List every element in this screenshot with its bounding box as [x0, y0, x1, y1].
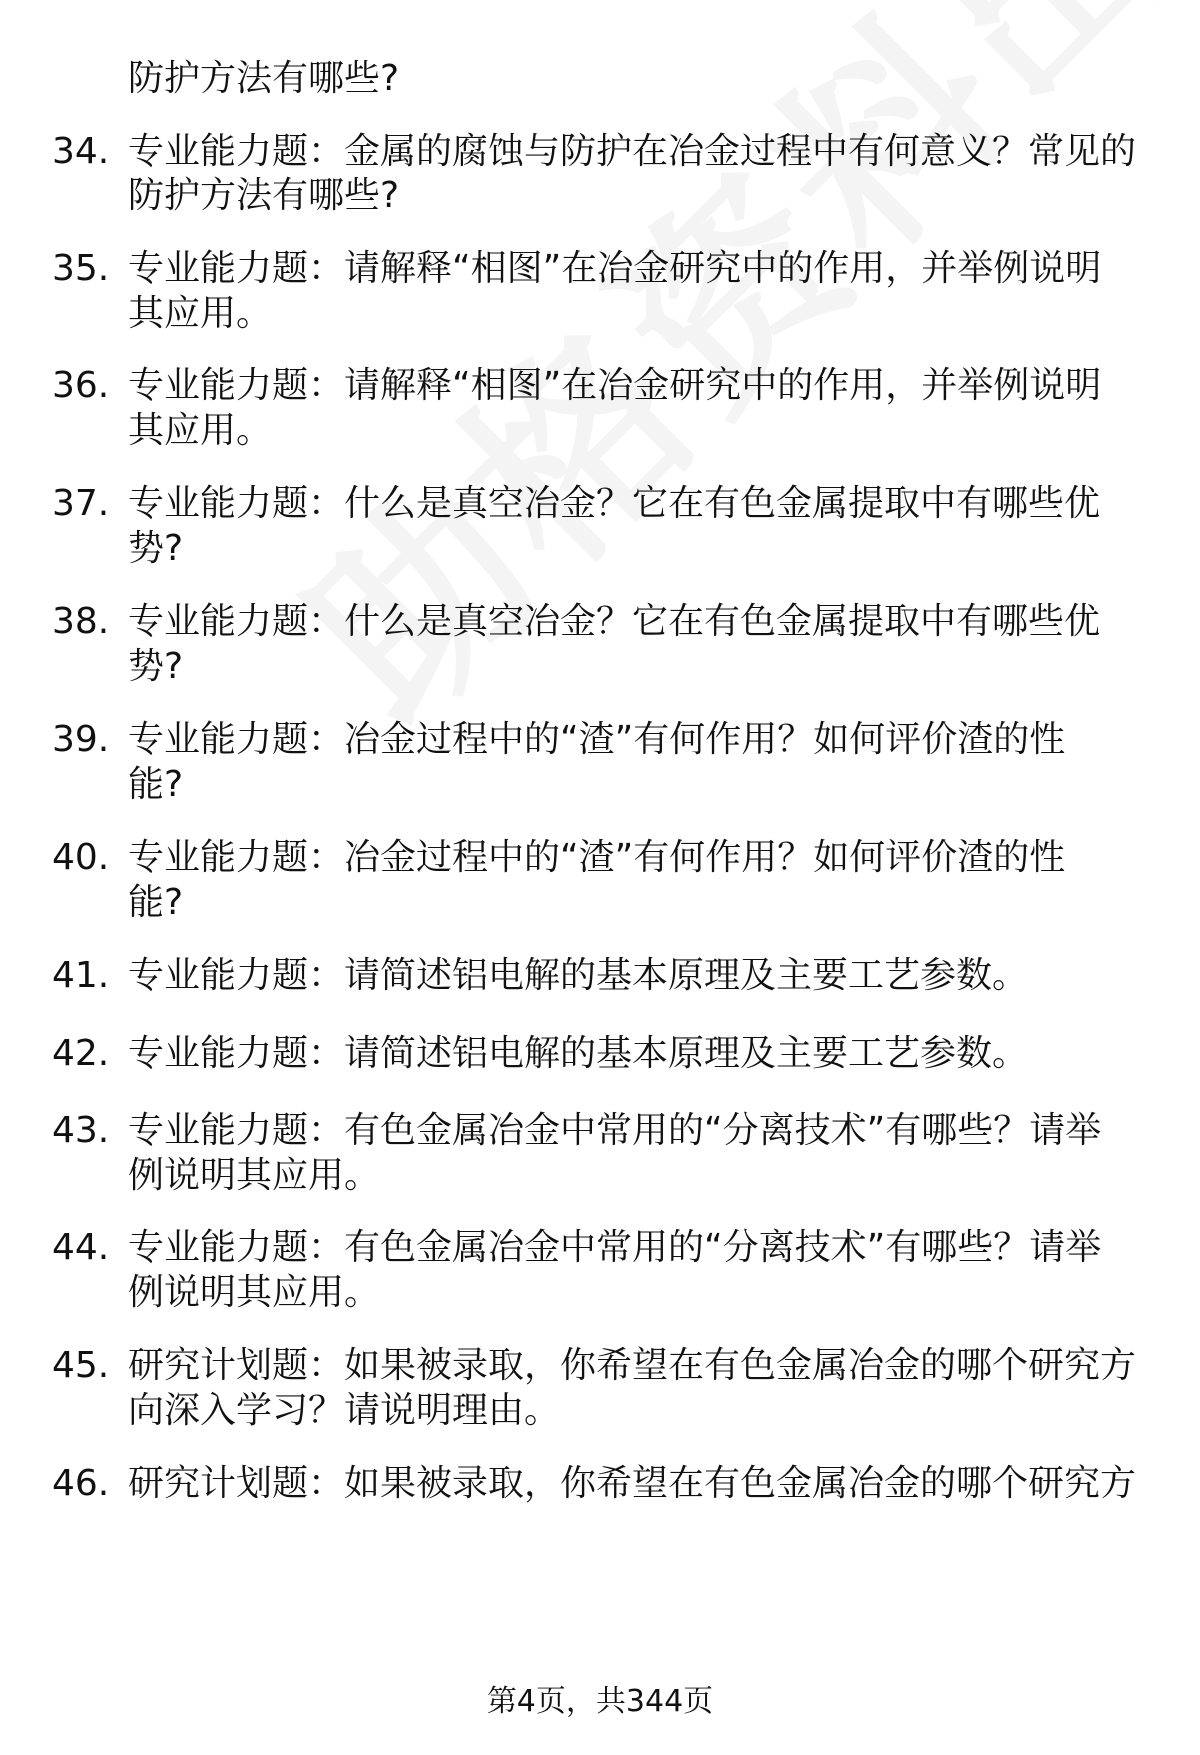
question-text-line2: 防护方法有哪些? [128, 175, 400, 216]
question-number: 44. [52, 1227, 110, 1268]
question-text-line1: 专业能力题：金属的腐蚀与防护在冶金过程中有何意义？常见的 [128, 131, 1137, 172]
question-text-line1: 专业能力题：冶金过程中的“渣”有何作用？如何评价渣的性 [128, 719, 1066, 760]
question-number: 36. [52, 365, 110, 406]
question-number: 34. [52, 131, 110, 172]
question-text-line1: 专业能力题：请简述铝电解的基本原理及主要工艺参数。 [128, 955, 1029, 996]
question-text-line2: 其应用。 [128, 410, 273, 451]
question-text-line1: 专业能力题：什么是真空冶金？它在有色金属提取中有哪些优 [128, 601, 1101, 642]
question-text-line2: 向深入学习？请说明理由。 [128, 1390, 561, 1431]
question-text-line1: 专业能力题：请解释“相图”在冶金研究中的作用，并举例说明 [128, 248, 1102, 289]
question-text-line2: 例说明其应用。 [128, 1272, 381, 1313]
continuation-line: 防护方法有哪些? [128, 58, 400, 99]
question-number: 46. [52, 1463, 110, 1504]
question-text-line2: 势? [128, 528, 184, 569]
question-number: 41. [52, 955, 110, 996]
question-text-line2: 能? [128, 764, 184, 805]
question-number: 38. [52, 601, 110, 642]
question-text-line1: 研究计划题：如果被录取，你希望在有色金属冶金的哪个研究方 [128, 1463, 1137, 1504]
question-number: 45. [52, 1345, 110, 1386]
page-footer: 第4页，共344页 [486, 1684, 714, 1719]
question-number: 40. [52, 837, 110, 878]
question-number: 42. [52, 1033, 110, 1074]
question-text-line1: 专业能力题：请简述铝电解的基本原理及主要工艺参数。 [128, 1033, 1029, 1074]
question-text-line2: 能? [128, 882, 184, 923]
question-text-line2: 其应用。 [128, 293, 273, 334]
question-text-line1: 专业能力题：冶金过程中的“渣”有何作用？如何评价渣的性 [128, 837, 1066, 878]
question-text-line1: 专业能力题：请解释“相图”在冶金研究中的作用，并举例说明 [128, 365, 1102, 406]
question-text-line2: 势? [128, 646, 184, 687]
question-text-line2: 例说明其应用。 [128, 1155, 381, 1196]
question-number: 37. [52, 483, 110, 524]
question-text-line1: 专业能力题：有色金属冶金中常用的“分离技术”有哪些？请举 [128, 1227, 1102, 1268]
question-number: 43. [52, 1110, 110, 1151]
question-number: 35. [52, 248, 110, 289]
question-text-line1: 专业能力题：有色金属冶金中常用的“分离技术”有哪些？请举 [128, 1110, 1102, 1151]
question-text-line1: 专业能力题：什么是真空冶金？它在有色金属提取中有哪些优 [128, 483, 1101, 524]
question-text-line1: 研究计划题：如果被录取，你希望在有色金属冶金的哪个研究方 [128, 1345, 1137, 1386]
question-number: 39. [52, 719, 110, 760]
